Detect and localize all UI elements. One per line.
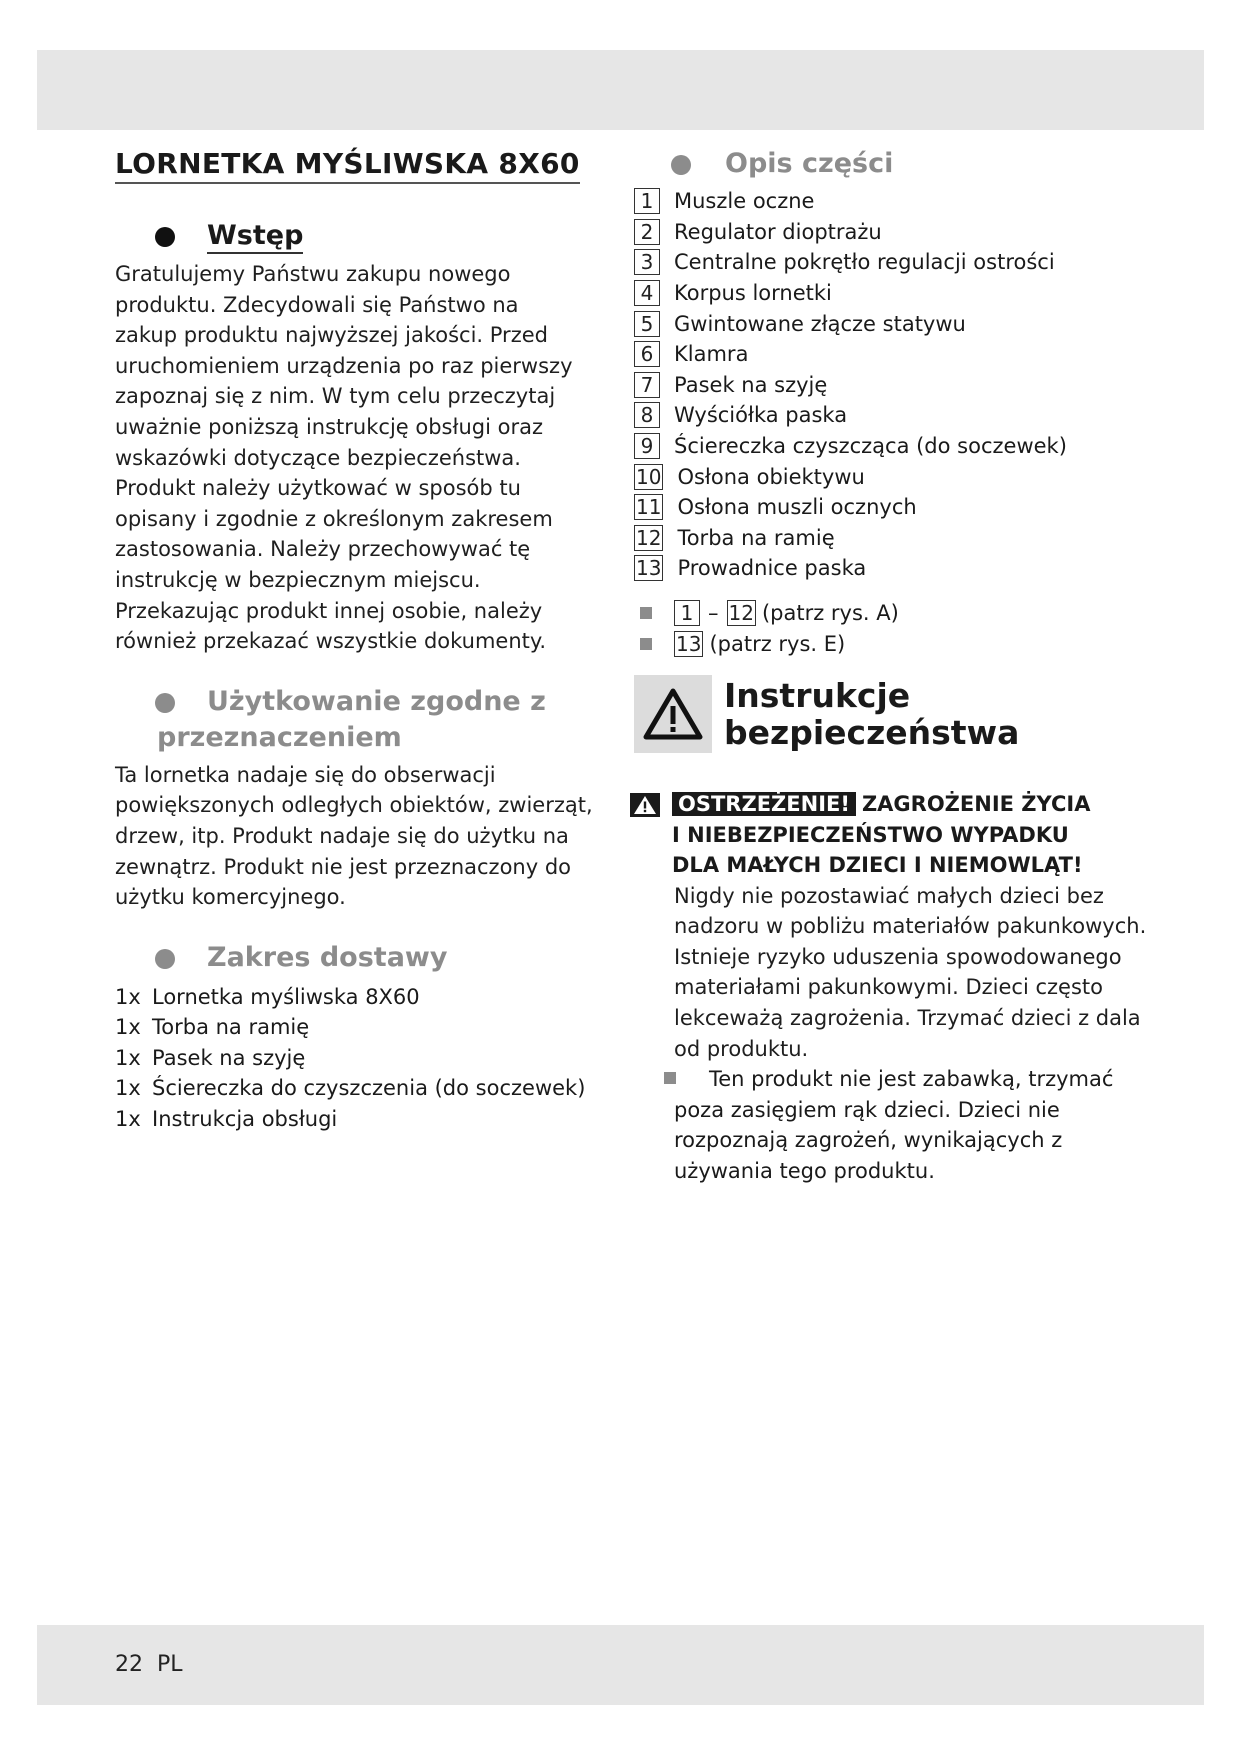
- intro-heading: [115, 218, 605, 254]
- part-number: 1: [634, 188, 660, 214]
- bullet-dot-icon: [155, 949, 175, 969]
- part-number: 6: [634, 341, 660, 367]
- intended-use-heading-line1: Użytkowanie zgodne z: [207, 685, 546, 717]
- list-item: 8 Wyściółka paska: [634, 400, 1154, 431]
- square-bullet-icon: [640, 607, 652, 619]
- list-item: 1 – 12 (patrz rys. A): [634, 598, 1154, 629]
- part-number: 12: [728, 601, 754, 626]
- list-item: 9 Ściereczka czyszcząca (do soczewek): [634, 431, 1154, 462]
- intended-use-text: Ta lornetka nadaje się do obserwacji powiększonych odległych obiektów, zwierząt, drzew, itp. Produkt nadaje się do użytku na zewnątrz. Produkt nie jest przeznaczony do użytku komercyjnego.: [115, 762, 593, 910]
- list-item: 1x Instrukcja obsługi: [115, 1107, 338, 1132]
- warning-icon: [630, 793, 660, 826]
- list-item: 10 Osłona obiektywu: [636, 464, 865, 489]
- part-number: 2: [634, 219, 660, 245]
- parts-list: [634, 186, 1154, 584]
- bullet-dot-icon: [671, 155, 691, 175]
- warning-heading: OSTRZEŻENIE! ZAGROŻENIE ŻYCIA I NIEBEZPIECZEŃSTWO WYPADKU DLA MAŁYCH DZIECI I NIEMOWLĄT!: [632, 789, 1154, 881]
- part-number: 13: [676, 631, 702, 656]
- intended-use-heading-line2: przeznaczeniem: [157, 721, 402, 753]
- list-item: 1x Lornetka myśliwska 8X60: [115, 984, 420, 1009]
- list-item: 7 Pasek na szyję: [634, 370, 1154, 401]
- document-title: LORNETKA MYŚLIWSKA 8X60: [115, 147, 580, 184]
- part-number: 11: [636, 495, 662, 520]
- part-number: 8: [634, 402, 660, 428]
- square-bullet-icon: [664, 1072, 676, 1084]
- bullet-dot-icon: [155, 693, 175, 713]
- page-footer: [115, 1652, 183, 1677]
- list-item: 13 Prowadnice paska: [636, 556, 867, 581]
- safety-title: Instrukcje bezpieczeństwa: [724, 675, 1020, 752]
- delivery-heading: [115, 940, 605, 976]
- intro-text: Gratulujemy Państwu zakupu nowego produktu. Zdecydowali się Państwo na zakup produktu najwyższej jakości. Przed uruchomieniem urządzenia po raz pierwszy zapoznaj się z nim. W tym celu przeczytaj uważnie poniższą instrukcję obsługi oraz wskazówki dotyczące bezpieczeństwa. Produkt należy użytkować w sposób tu opisany i zgodnie z określonym zakresem zastosowania. Należy przechowywać tę instrukcję w bezpiecznym miejscu. Przekazując produkt innej osobie, należy również przekazać wszystkie dokumenty.: [115, 262, 573, 654]
- delivery-heading-text: Zakres dostawy: [207, 941, 448, 973]
- part-number: 10: [636, 464, 662, 489]
- part-number: 7: [634, 372, 660, 398]
- warning-bullet: [634, 1064, 1154, 1186]
- part-number: 5: [634, 311, 660, 337]
- list-item: 6 Klamra: [634, 339, 1154, 370]
- warning-bullet-text: Ten produkt nie jest zabawką, trzymać poza zasięgiem rąk dzieci. Dzieci nie rozpoznają zagrożeń, wynikających z używania tego produktu.: [674, 1067, 1114, 1184]
- list-item: 1x Pasek na szyję: [115, 1045, 306, 1070]
- square-bullet-icon: [640, 638, 652, 650]
- list-item: 12 Torba na ramię: [636, 525, 835, 550]
- warning-text: Nigdy nie pozostawiać małych dzieci bez nadzoru w pobliżu materiałów pakunkowych. Istnieje ryzyko uduszenia spowodowanego materiałami pakunkowymi. Dzieci często lekceważą zagrożenia. Trzymać dzieci z dala od produktu.: [674, 883, 1147, 1061]
- list-item: 1x Ściereczka do czyszczenia (do soczewek): [115, 1076, 586, 1101]
- bullet-dot-icon: [155, 227, 175, 247]
- page-number: 22: [115, 1652, 143, 1677]
- intro-heading-text: Wstęp: [207, 220, 303, 254]
- intended-use-heading: [115, 684, 605, 756]
- parts-heading-text: Opis części: [725, 148, 894, 179]
- list-item: 13 (patrz rys. E): [634, 628, 1154, 659]
- left-column: [115, 142, 605, 1135]
- footer-band: [37, 1625, 1204, 1705]
- list-item: 2 Regulator dioptrażu: [634, 217, 1154, 248]
- warning-triangle-icon: [634, 675, 712, 753]
- header-band: [37, 50, 1204, 130]
- list-item: 5 Gwintowane złącze statywu: [634, 308, 1154, 339]
- list-item: 1x Torba na ramię: [115, 1015, 310, 1040]
- list-item: 4 Korpus lornetki: [634, 278, 1154, 309]
- part-number: 13: [636, 556, 662, 581]
- part-number: 3: [634, 249, 660, 275]
- figure-references: [634, 598, 1154, 659]
- part-number: 12: [636, 525, 662, 550]
- list-item: 3 Centralne pokrętło regulacji ostrości: [634, 247, 1154, 278]
- part-number: 9: [634, 433, 660, 459]
- list-item: 11 Osłona muszli ocznych: [636, 495, 917, 520]
- parts-heading: [634, 146, 1154, 182]
- warning-label: OSTRZEŻENIE!: [672, 792, 856, 816]
- right-column: [634, 142, 1154, 1187]
- part-number: 1: [674, 600, 700, 626]
- language-code: PL: [157, 1652, 183, 1677]
- safety-heading: [634, 675, 1154, 755]
- list-item: 1 Muszle oczne: [634, 186, 1154, 217]
- part-number: 4: [634, 280, 660, 306]
- delivery-list: [115, 982, 605, 1135]
